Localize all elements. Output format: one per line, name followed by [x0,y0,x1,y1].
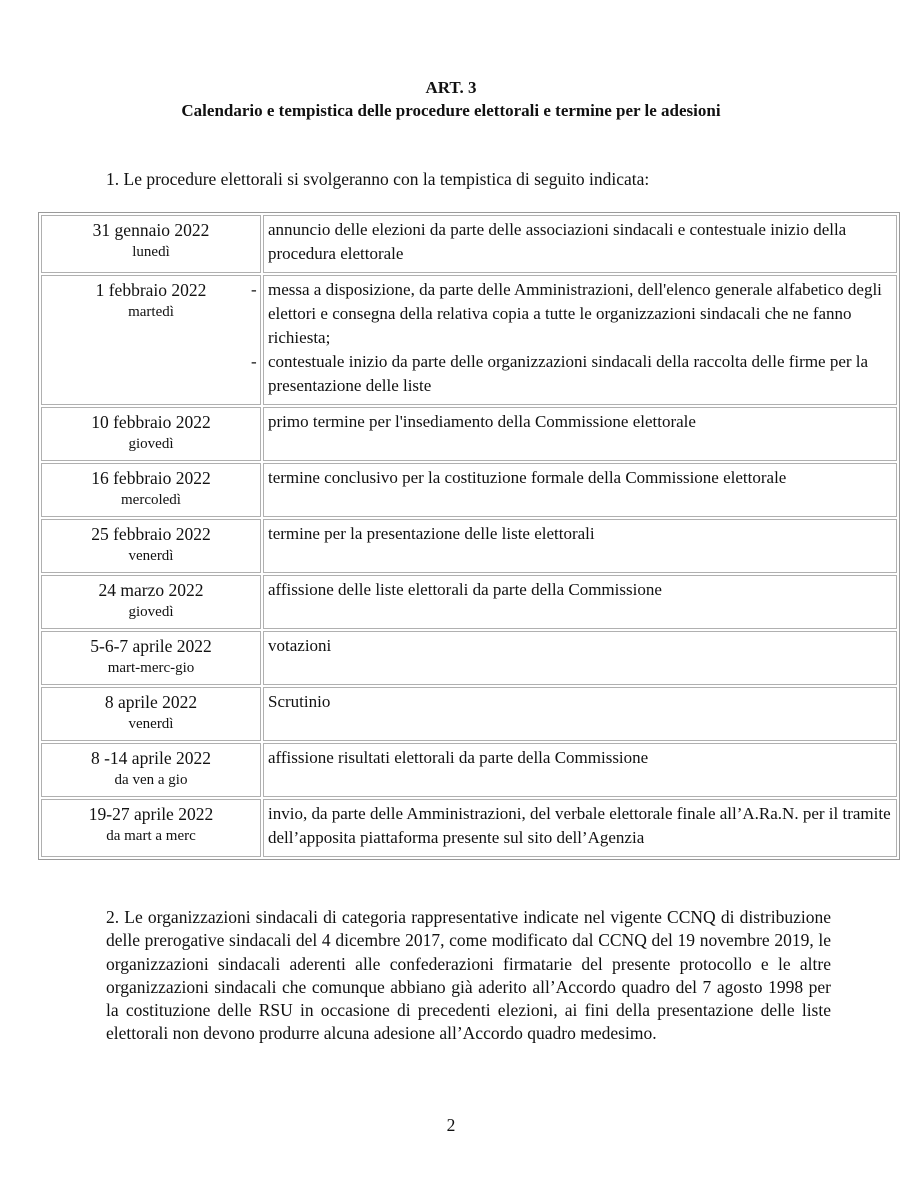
date-cell [41,631,261,685]
schedule-date: 8 -14 aprile 2022 [90,748,212,768]
schedule-day: lunedì [132,244,170,260]
page-number: 2 [446,1115,456,1135]
schedule-day: venerdì [128,716,174,732]
description-cell [263,687,897,741]
schedule-table [38,212,900,860]
schedule-description: primo termine per l'insediamento della Commissione elettorale [268,412,696,431]
table-row [41,799,897,857]
description-cell [263,575,897,629]
date-cell [41,407,261,461]
schedule-day: venerdì [128,548,174,564]
schedule-date: 19-27 aprile 2022 [88,804,214,824]
schedule-date: 10 febbraio 2022 [91,412,211,432]
date-cell [41,687,261,741]
schedule-day: giovedì [128,604,174,620]
paragraph-2: 2. Le organizzazioni sindacali di categoria rappresentative indicate nel vigente CCNQ di distribuzione delle prerogative sindacali del 4 dicembre 2017, come modificato dal CCNQ del 19 novembre 2019, le organizzazioni sindacali aderenti alle confederazioni firmatarie del presente protocollo e le altre organizzazioni sindacali che comunque abbiano già aderito all’Accordo quadro del 7 agosto 1998 per la costituzione delle RSU in occasione di precedenti elezioni, ai fini della presentazione delle liste elettorali non devono produrre alcuna adesione all’Accordo quadro medesimo. [106,907,831,1044]
table-row [41,743,897,797]
schedule-description: invio, da parte delle Amministrazioni, del verbale elettorale finale all’A.Ra.N. per il tramite dell’apposita piattaforma presente sul sito dell’Agenzia [268,804,891,847]
schedule-description: termine per la presentazione delle liste elettorali [268,524,595,543]
schedule-date: 8 aprile 2022 [104,692,198,712]
table-row [41,463,897,517]
table-row [41,275,897,405]
description-cell [263,463,897,517]
schedule-date: 16 febbraio 2022 [91,468,211,488]
schedule-date: 5-6-7 aprile 2022 [90,636,212,656]
schedule-day: martedì [128,304,174,320]
table-row [41,519,897,573]
date-cell [41,519,261,573]
schedule-description: affissione risultati elettorali da parte della Commissione [268,748,649,767]
date-cell [41,575,261,629]
schedule-date: 24 marzo 2022 [98,580,204,600]
description-cell [263,215,897,273]
date-cell [41,799,261,857]
article-subtitle: Calendario e tempistica delle procedure elettorali e termine per le adesioni [181,101,721,120]
description-cell [263,407,897,461]
description-cell [263,519,897,573]
schedule-description: annuncio delle elezioni da parte delle associazioni sindacali e contestuale inizio della procedura elettorale [268,220,847,263]
schedule-description: termine conclusivo per la costituzione formale della Commissione elettorale [268,468,787,487]
date-cell [41,743,261,797]
table-row [41,575,897,629]
table-row [41,215,897,273]
list-item-text: messa a disposizione, da parte delle Amministrazioni, dell'elenco generale alfabetico degli elettori e consegna della relativa copia a tutte le organizzazioni sindacali che ne fanno richiesta; [268,280,882,347]
date-cell [41,215,261,273]
table-row [41,631,897,685]
schedule-body [41,215,897,857]
list-item [251,278,892,350]
description-cell [263,631,897,685]
list-item [251,350,892,398]
description-list [251,278,892,398]
description-cell [263,799,897,857]
schedule-day: giovedì [128,436,174,452]
table-row [41,407,897,461]
schedule-description: votazioni [268,636,332,655]
description-cell [251,275,897,405]
schedule-date: 25 febbraio 2022 [91,524,211,544]
description-cell [263,743,897,797]
schedule-day: mart-merc-gio [107,660,195,676]
dash-bullet: - [251,352,257,371]
article-title: ART. 3 [425,78,477,97]
schedule-date: 1 febbraio 2022 [95,280,207,300]
date-cell [41,463,261,517]
list-item-text: contestuale inizio da parte delle organizzazioni sindacali della raccolta delle firme per la presentazione delle liste [268,352,869,395]
schedule-date: 31 gennaio 2022 [92,220,210,240]
schedule-day: mercoledì [121,492,181,508]
schedule-description: Scrutinio [268,692,331,711]
schedule-description: affissione delle liste elettorali da parte della Commissione [268,580,662,599]
intro-paragraph: 1. Le procedure elettorali si svolgeranno con la tempistica di seguito indicata: [106,169,650,189]
table-row [41,687,897,741]
dash-bullet: - [251,280,257,299]
schedule-day: da ven a gio [114,772,188,788]
schedule-day: da mart a merc [106,828,196,844]
date-cell [41,275,261,405]
